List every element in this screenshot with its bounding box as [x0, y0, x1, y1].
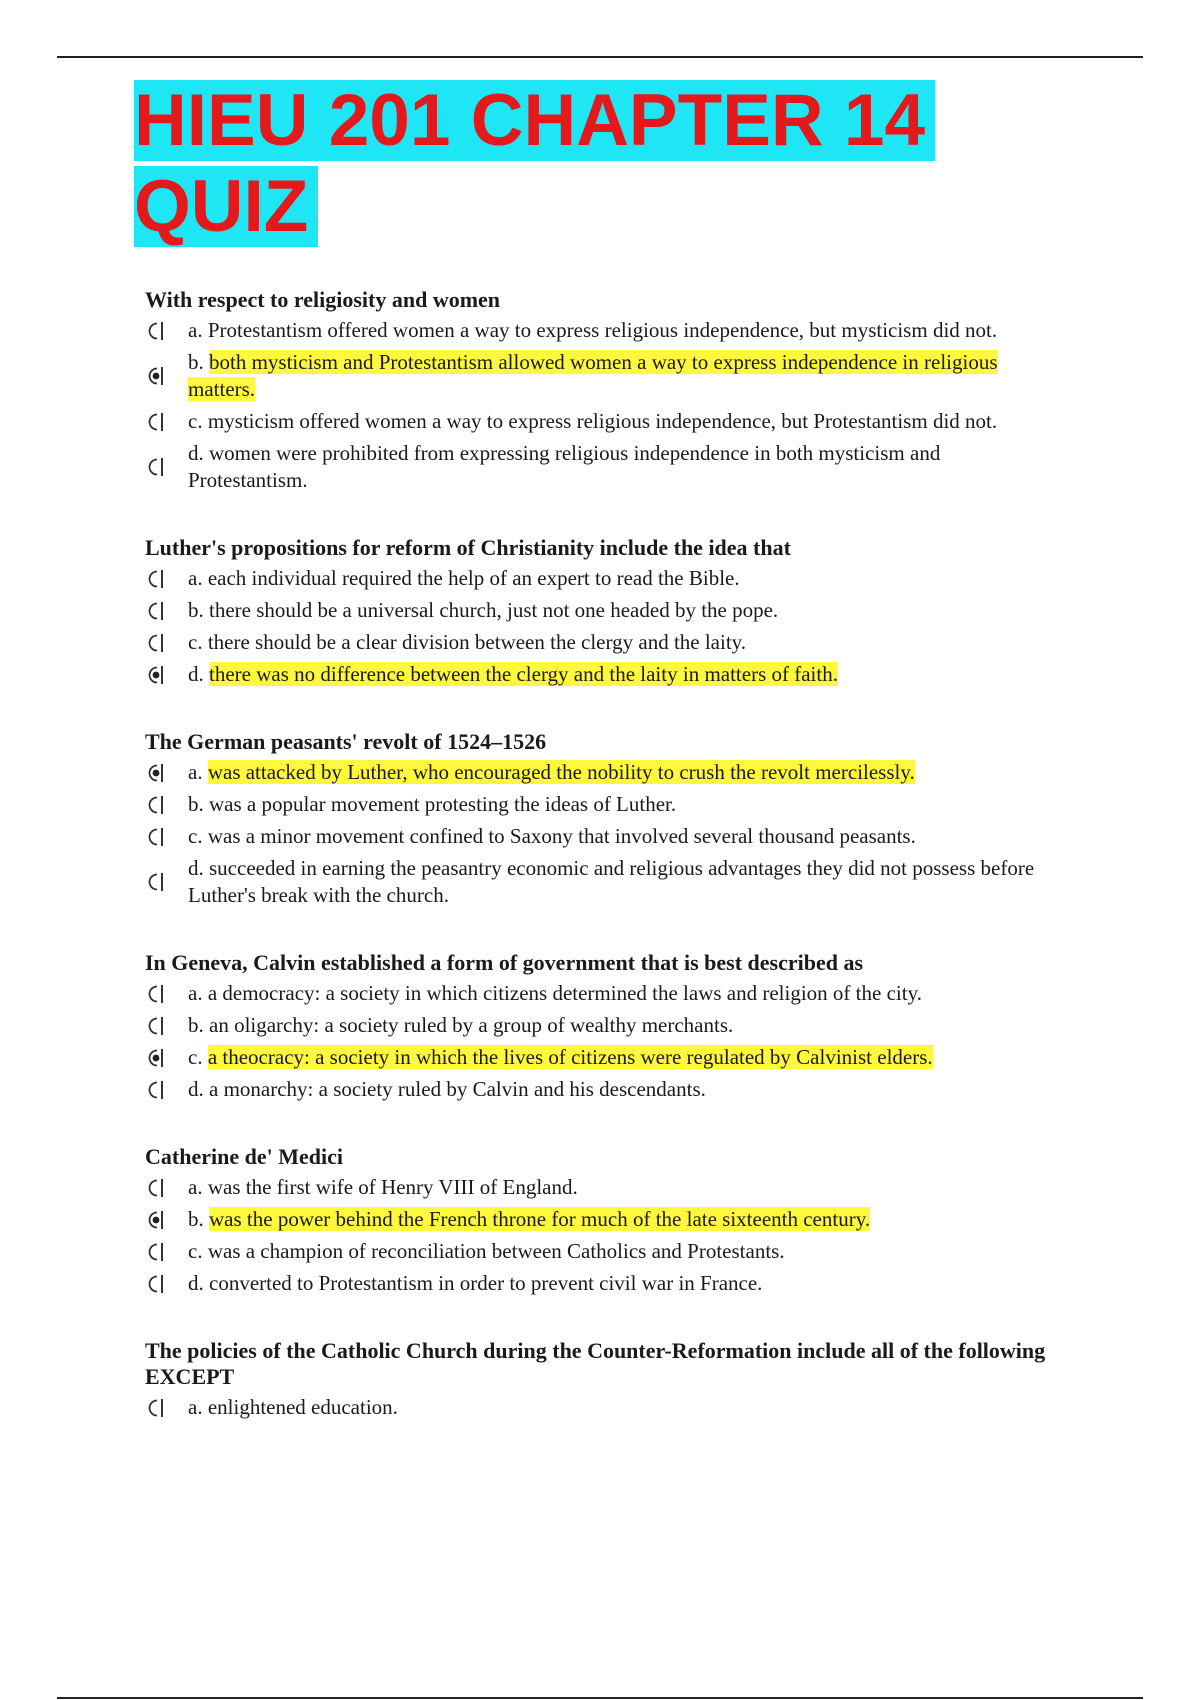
radio-unselected-icon[interactable]	[147, 1079, 167, 1101]
answer-option[interactable]	[145, 980, 1065, 1007]
answer-option[interactable]	[145, 823, 1065, 850]
option-letter: b.	[188, 350, 209, 374]
option-letter: c.	[188, 824, 208, 848]
option-letter: a.	[188, 760, 208, 784]
answer-option[interactable]	[145, 1270, 1065, 1297]
title-text: HIEU 201 CHAPTER 14 QUIZ	[134, 80, 935, 247]
radio-unselected-icon[interactable]	[147, 600, 167, 622]
radio-unselected-icon[interactable]	[147, 871, 167, 893]
answer-option[interactable]	[145, 349, 1065, 403]
correct-answer-text: both mysticism and Protestantism allowed women a way to express independence in religious matters.	[188, 350, 998, 401]
option-text: a democracy: a society in which citizens determined the laws and religion of the city.	[207, 981, 922, 1005]
answer-option[interactable]	[145, 440, 1065, 494]
answer-option[interactable]	[145, 597, 1065, 624]
option-letter: a.	[188, 1175, 208, 1199]
option-text: there should be a clear division between the clergy and the laity.	[207, 630, 747, 654]
option-text: was a popular movement protesting the ideas of Luther.	[209, 792, 677, 816]
option-text: was the first wife of Henry VIII of England.	[207, 1175, 578, 1199]
question-text: With respect to religiosity and women	[145, 287, 501, 312]
question-list	[145, 287, 1065, 1462]
radio-unselected-icon[interactable]	[147, 456, 167, 478]
option-letter: b.	[188, 792, 209, 816]
radio-selected-icon[interactable]	[147, 1209, 167, 1231]
question-block	[145, 1144, 1065, 1297]
radio-unselected-icon[interactable]	[147, 826, 167, 848]
answer-option[interactable]	[145, 1238, 1065, 1265]
option-letter: c.	[188, 630, 208, 654]
option-letter: c.	[188, 1239, 208, 1263]
question-block	[145, 535, 1065, 688]
answer-option[interactable]	[145, 855, 1065, 909]
correct-answer-text: was the power behind the French throne for much of the late sixteenth century.	[209, 1207, 871, 1231]
page-title	[134, 78, 944, 250]
option-letter: a.	[188, 981, 208, 1005]
radio-unselected-icon[interactable]	[147, 1273, 167, 1295]
option-text: an oligarchy: a society ruled by a group of wealthy merchants.	[209, 1013, 734, 1037]
option-letter: d.	[188, 1077, 209, 1101]
radio-selected-icon[interactable]	[147, 365, 167, 387]
answer-option[interactable]	[145, 1394, 1065, 1421]
option-letter: a.	[188, 1395, 208, 1419]
correct-answer-text: was attacked by Luther, who encouraged the nobility to crush the revolt mercilessly.	[207, 760, 915, 784]
option-text: succeeded in earning the peasantry economic and religious advantages they did not possess before Luther's break with the church.	[188, 856, 1035, 907]
answer-option[interactable]	[145, 1206, 1065, 1233]
radio-unselected-icon[interactable]	[147, 632, 167, 654]
option-letter: b.	[188, 1013, 209, 1037]
option-letter: b.	[188, 1207, 209, 1231]
option-letter: d.	[188, 856, 209, 880]
radio-unselected-icon[interactable]	[147, 1177, 167, 1199]
option-text: mysticism offered women a way to express religious independence, but Protestantism did not.	[207, 409, 998, 433]
radio-unselected-icon[interactable]	[147, 1015, 167, 1037]
radio-unselected-icon[interactable]	[147, 1241, 167, 1263]
question-block	[145, 287, 1065, 494]
question-text: The German peasants' revolt of 1524–1526	[145, 729, 547, 754]
bottom-rule	[57, 1697, 1143, 1699]
question-text: The policies of the Catholic Church during the Counter-Reformation include all of the following EXCEPT	[145, 1338, 1046, 1389]
option-text: women were prohibited from expressing religious independence in both mysticism and Protestantism.	[188, 441, 941, 492]
option-text: Protestantism offered women a way to express religious independence, but mysticism did not.	[207, 318, 998, 342]
question-block	[145, 729, 1065, 909]
answer-option[interactable]	[145, 661, 1065, 688]
radio-unselected-icon[interactable]	[147, 794, 167, 816]
option-text: each individual required the help of an expert to read the Bible.	[207, 566, 740, 590]
answer-option[interactable]	[145, 1012, 1065, 1039]
answer-option[interactable]	[145, 629, 1065, 656]
radio-selected-icon[interactable]	[147, 664, 167, 686]
option-letter: d.	[188, 441, 209, 465]
question-text: Catherine de' Medici	[145, 1144, 343, 1169]
option-letter: c.	[188, 409, 208, 433]
radio-unselected-icon[interactable]	[147, 983, 167, 1005]
answer-option[interactable]	[145, 1044, 1065, 1071]
option-text: a monarchy: a society ruled by Calvin and his descendants.	[209, 1077, 706, 1101]
answer-option[interactable]	[145, 1076, 1065, 1103]
answer-option[interactable]	[145, 317, 1065, 344]
option-letter: a.	[188, 566, 208, 590]
question-text: In Geneva, Calvin established a form of government that is best described as	[145, 950, 864, 975]
radio-unselected-icon[interactable]	[147, 411, 167, 433]
answer-option[interactable]	[145, 791, 1065, 818]
radio-unselected-icon[interactable]	[147, 568, 167, 590]
option-text: enlightened education.	[207, 1395, 398, 1419]
option-text: was a minor movement confined to Saxony that involved several thousand peasants.	[207, 824, 916, 848]
radio-unselected-icon[interactable]	[147, 320, 167, 342]
option-letter: d.	[188, 1271, 209, 1295]
answer-option[interactable]	[145, 759, 1065, 786]
correct-answer-text: there was no difference between the clergy and the laity in matters of faith.	[209, 662, 838, 686]
radio-selected-icon[interactable]	[147, 1047, 167, 1069]
answer-option[interactable]	[145, 408, 1065, 435]
correct-answer-text: a theocracy: a society in which the lives of citizens were regulated by Calvinist elders.	[207, 1045, 933, 1069]
option-letter: a.	[188, 318, 208, 342]
option-text: was a champion of reconciliation between Catholics and Protestants.	[207, 1239, 785, 1263]
option-text: converted to Protestantism in order to prevent civil war in France.	[209, 1271, 763, 1295]
top-rule	[57, 56, 1143, 58]
answer-option[interactable]	[145, 1174, 1065, 1201]
question-text: Luther's propositions for reform of Christianity include the idea that	[145, 535, 791, 560]
option-letter: c.	[188, 1045, 208, 1069]
option-letter: b.	[188, 598, 209, 622]
question-block	[145, 1338, 1065, 1421]
question-block	[145, 950, 1065, 1103]
option-letter: d.	[188, 662, 209, 686]
option-text: there should be a universal church, just not one headed by the pope.	[209, 598, 779, 622]
radio-unselected-icon[interactable]	[147, 1397, 167, 1419]
radio-selected-icon[interactable]	[147, 762, 167, 784]
answer-option[interactable]	[145, 565, 1065, 592]
